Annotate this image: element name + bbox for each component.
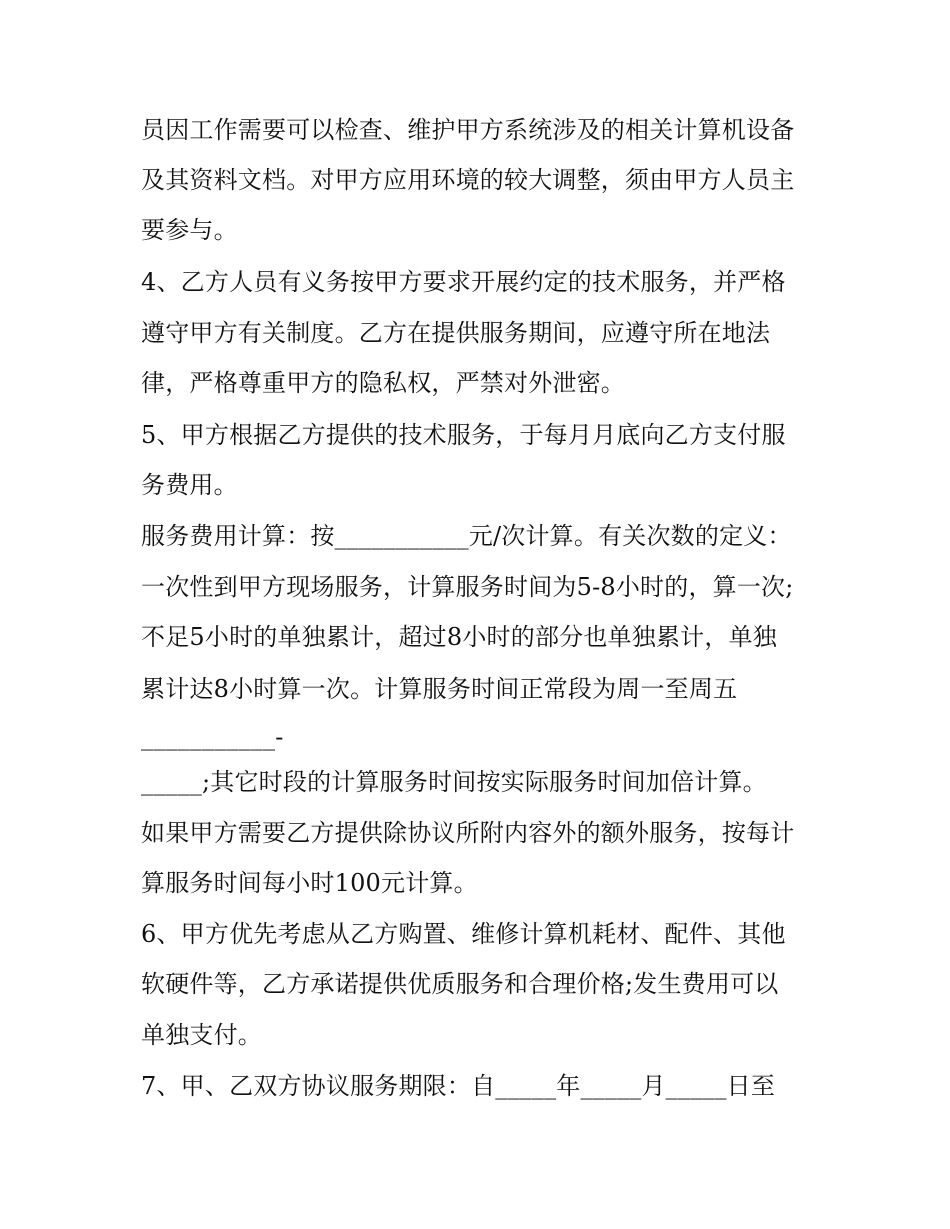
paragraph-line: 累计达8小时算一次。计算服务时间正常段为周一至周五 (141, 675, 738, 703)
paragraph-line: 律，严格尊重甲方的隐私权，严禁对外泄密。 (141, 369, 625, 397)
paragraph-line: 软硬件等，乙方承诺提供优质服务和合理价格;发生费用可以 (141, 970, 779, 998)
clause-4-line: 4、乙方人员有义务按甲方要求开展约定的技术服务，并严格 (141, 268, 786, 296)
paragraph-line: 单独支付。 (141, 1021, 262, 1049)
clause-5-line: 5、甲方根据乙方提供的技术服务，于每月月底向乙方支付服 (141, 421, 786, 449)
clause-6-line: 6、甲方优先考虑从乙方购置、维修计算机耗材、配件、其他 (141, 920, 786, 948)
paragraph-line: 及其资料文档。对甲方应用环境的较大调整，须由甲方人员主 (141, 166, 795, 194)
clause-7-line: 7、甲、乙双方协议服务期限：自_____年_____月_____日至 (141, 1072, 776, 1100)
blank-field-line: ___________- (141, 723, 284, 751)
paragraph-line: 如果甲方需要乙方提供除协议所附内容外的额外服务，按每计 (141, 819, 795, 847)
paragraph-line: _____;其它时段的计算服务时间按实际服务时间加倍计算。 (141, 768, 767, 796)
paragraph-line: 要参与。 (141, 216, 238, 244)
paragraph-line: 不足5小时的单独累计，超过8小时的部分也单独累计，单独 (141, 623, 777, 651)
paragraph-line: 员因工作需要可以检查、维护甲方系统涉及的相关计算机设备 (141, 116, 795, 144)
paragraph-line: 遵守甲方有关制度。乙方在提供服务期间，应遵守所在地法 (141, 319, 771, 347)
paragraph-line: 务费用。 (141, 471, 238, 499)
paragraph-line: 算服务时间每小时100元计算。 (141, 869, 478, 897)
paragraph-line: 一次性到甲方现场服务，计算服务时间为5-8小时的，算一次; (141, 573, 794, 601)
fee-calculation-line: 服务费用计算：按___________元/次计算。有关次数的定义： (141, 522, 792, 550)
